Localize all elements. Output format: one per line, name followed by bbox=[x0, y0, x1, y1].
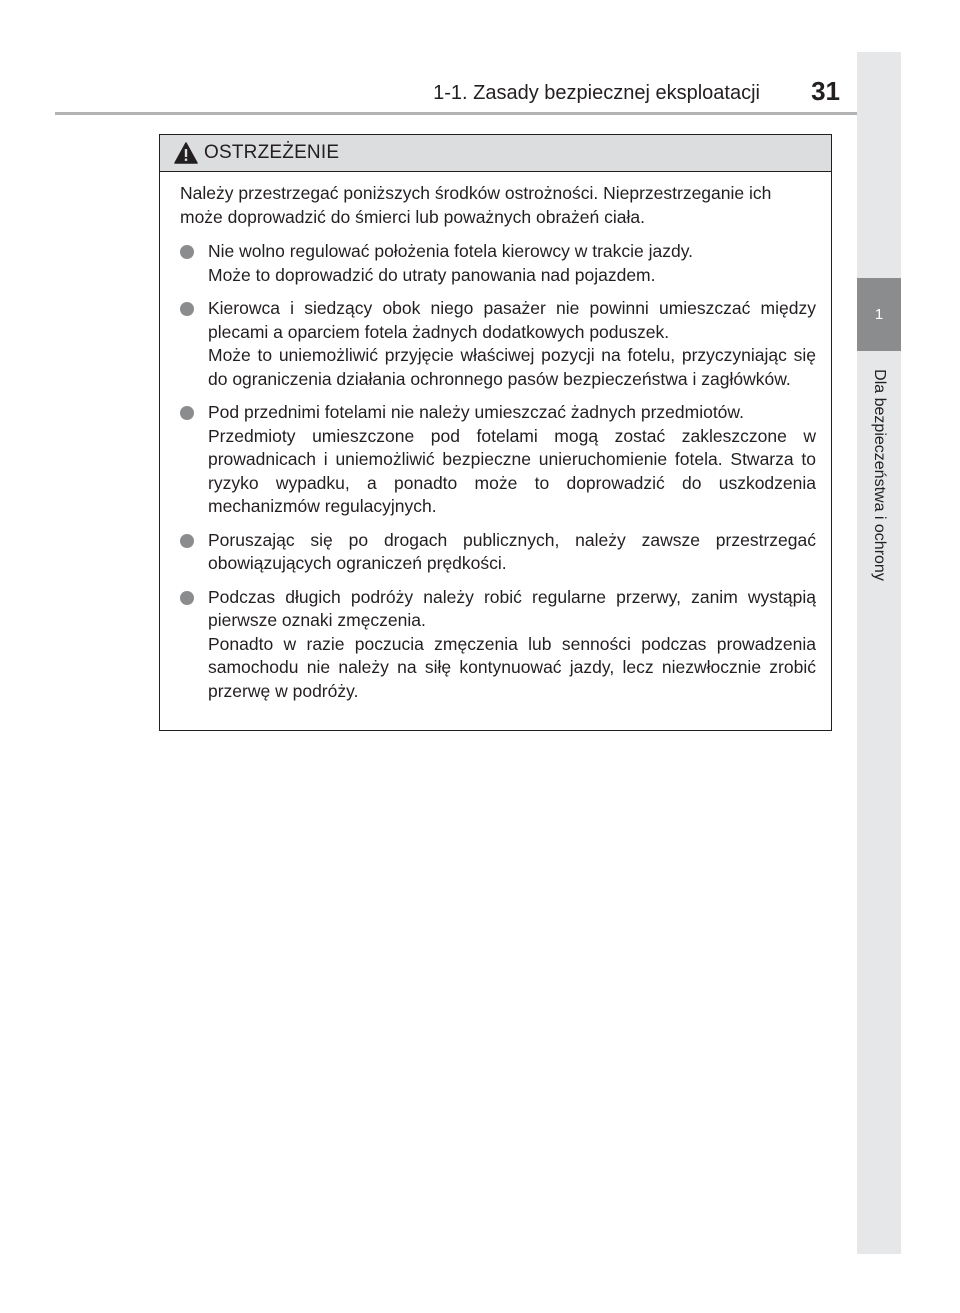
bullet-icon bbox=[180, 406, 194, 420]
bullet-icon bbox=[180, 302, 194, 316]
item-statement: Pod przednimi fotelami nie należy umieszczać żadnych przedmiotów. bbox=[208, 402, 744, 422]
header-divider bbox=[55, 112, 901, 115]
chapter-number-tab: 1 bbox=[857, 278, 901, 351]
bullet-icon bbox=[180, 591, 194, 605]
item-consequence: Może to doprowadzić do utraty panowania nad pojazdem. bbox=[208, 264, 656, 285]
item-statement: Nie wolno regulować położenia fotela kierowcy w trakcie jazdy. bbox=[208, 241, 694, 261]
item-statement: Podczas długich podróży należy robić regularne przerwy, zanim wystąpią pierwsze oznaki zmęczenia. bbox=[208, 586, 816, 630]
warning-intro: Należy przestrzegać poniższych środków ostrożności. Nieprzestrzeganie ich może doprowadzić do śmierci lub poważnych obrażeń ciała. bbox=[180, 183, 772, 227]
item-statement: Poruszając się po drogach publicznych, należy zawsze przestrzegać obowiązujących ograniczeń prędkości. bbox=[208, 529, 816, 573]
list-item bbox=[180, 297, 816, 391]
warning-triangle-icon bbox=[174, 142, 198, 164]
bullet-icon bbox=[180, 534, 194, 548]
page-number: 31 bbox=[811, 76, 840, 106]
section-title: 1-1. Zasady bezpiecznej eksploatacji bbox=[433, 82, 760, 104]
list-item bbox=[180, 240, 816, 287]
bullet-icon bbox=[180, 245, 194, 259]
side-tab-background bbox=[857, 52, 901, 1254]
warning-header bbox=[160, 135, 831, 172]
item-statement: Kierowca i siedzący obok niego pasażer nie powinni umieszczać między plecami a oparciem fotela żadnych dodatkowych poduszek. bbox=[208, 298, 816, 342]
list-item bbox=[180, 586, 816, 704]
item-consequence: Może to uniemożliwić przyjęcie właściwej pozycji na fotelu, przyczyniając się do ograniczenia działania ochronnego pasów bezpieczeństwa i zagłówków. bbox=[208, 345, 816, 389]
list-item bbox=[180, 401, 816, 519]
warning-body bbox=[160, 172, 831, 703]
warning-box bbox=[159, 134, 832, 731]
item-consequence: Przedmioty umieszczone pod fotelami mogą zostać zakleszczone w prowadnicach i uniemożliwić bezpieczne unieruchomienie fotela. Stwarza to ryzyko wypadku, a ponadto może to doprowadzić do uszkodzenia mechanizmów regulacyjnych. bbox=[208, 425, 816, 516]
item-consequence: Ponadto w razie poczucia zmęczenia lub senności podczas prowadzenia samochodu nie należy na siłę kontynuować jazdy, lecz niezwłocznie zrobić przerwę w podróży. bbox=[208, 633, 816, 701]
warning-title: OSTRZEŻENIE bbox=[204, 142, 340, 163]
chapter-title-vertical: Dla bezpieczeństwa i ochrony bbox=[871, 369, 888, 581]
list-item bbox=[180, 529, 816, 576]
